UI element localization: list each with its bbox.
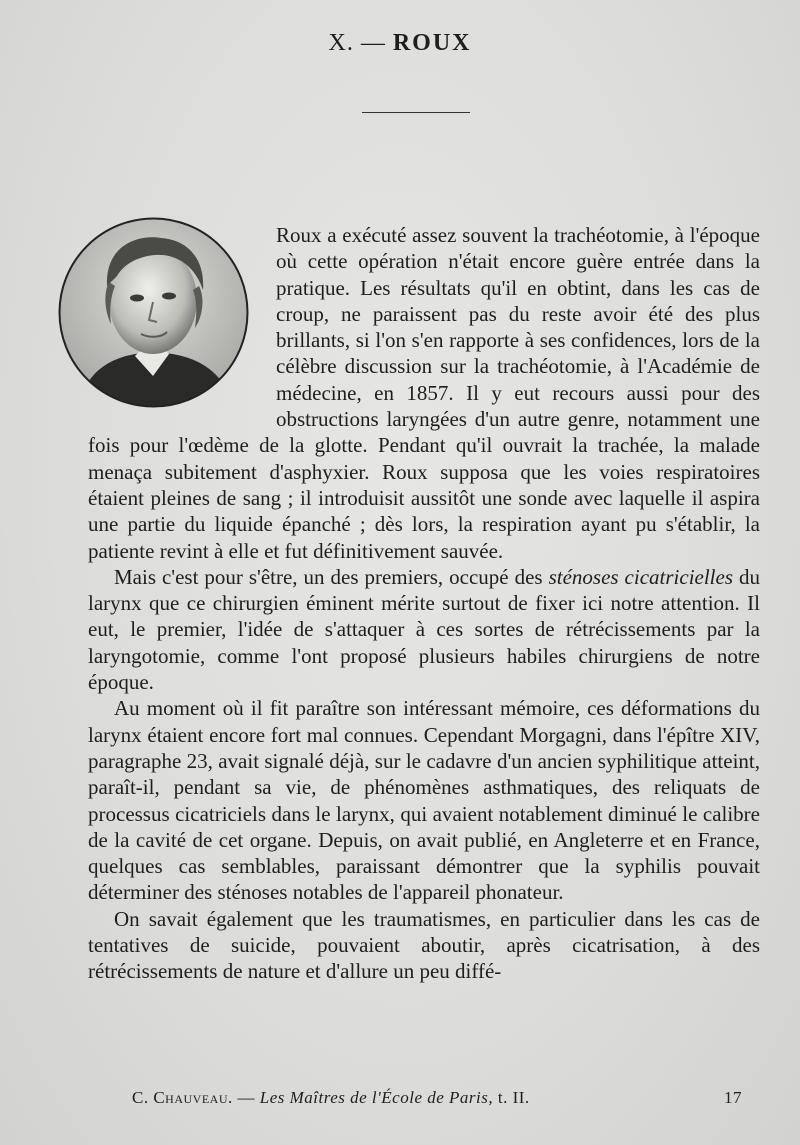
footer-book-title: Les Maîtres de l'École de Paris,	[259, 1088, 494, 1107]
page-footer	[132, 1088, 742, 1108]
chapter-name: ROUX	[392, 30, 472, 56]
paragraph-2-end: du larynx que ce chirurgien éminent mérite surtout de fixer ici notre attention. Il eut, le premier, l'idée de s'attaquer à ces sortes de rétrécissements par la laryngotomie, comme l'ont proposé plusieurs habiles chirurgiens de notre époque.	[88, 564, 760, 695]
paragraph-2-start: Mais c'est pour s'être, un des premiers, occupé des	[114, 564, 549, 589]
paragraph-4: On savait également que les traumatismes, en particulier dans les cas de tentatives de suicide, pouvaient aboutir, après cicatrisation, à des rétrécissements de nature et d'allure un peu diffé-	[88, 906, 760, 984]
footer-dash: —	[232, 1088, 260, 1107]
footer-author: C. Chauveau.	[132, 1088, 233, 1107]
page-number: 17	[724, 1088, 742, 1107]
chapter-title	[0, 30, 800, 57]
paragraph-3: Au moment où il fit paraître son intéressant mémoire, ces déformations du larynx étaient encore fort mal connues. Cependant Morgagni, dans l'épître XIV, paragraphe 23, avait signalé déjà, sur le cadavre d'un ancien syphilitique atteint, paraît-il, pendant sa vie, de phénomènes asthmatiques, des reliquats de processus cicatriciels dans le larynx, qui avaient notablement diminué le calibre de la cavité de cet organe. Depuis, on avait publié, en Angleterre et en France, quelques cas semblables, paraissant démontrer que la syphilis pouvait déterminer des sténoses notables de l'appareil phonateur.	[88, 696, 760, 905]
portrait-wrap-space	[84, 222, 276, 412]
paragraph-1	[88, 222, 760, 564]
body-text	[88, 222, 760, 985]
chapter-number: X. —	[328, 30, 386, 56]
footer-volume: t. II.	[493, 1088, 530, 1107]
paragraph-2-emphasis: sténoses cicatricielles	[548, 564, 734, 589]
title-rule	[362, 112, 470, 113]
paragraph-1-text: Roux a exécuté assez souvent la trachéotomie, à l'époque où cette opération n'était encore guère entrée dans la pratique. Les résultats qu'il en obtint, dans les cas de croup, ne paraissent pas du reste avoir été des plus brillants, si l'on s'en rapporte à ses confidences, lors de la célèbre discussion sur la trachéotomie, à l'Académie de médecine, en 1857. Il y eut recours aussi pour des obstructions laryngées d'un autre genre, notamment une fois pour l'œdème de la glotte. Pendant qu'il ouvrait la trachée, la malade menaça subitement d'asphyxier. Roux supposa que les voies respiratoires étaient pleines de sang ; il introduisit aussitôt une sonde avec laquelle il aspira une partie du liquide épanché ; dès lors, la respiration ayant pu s'établir, la patiente revint à elle et fut définitivement sauvée.	[88, 223, 760, 563]
paragraph-2	[88, 564, 760, 695]
